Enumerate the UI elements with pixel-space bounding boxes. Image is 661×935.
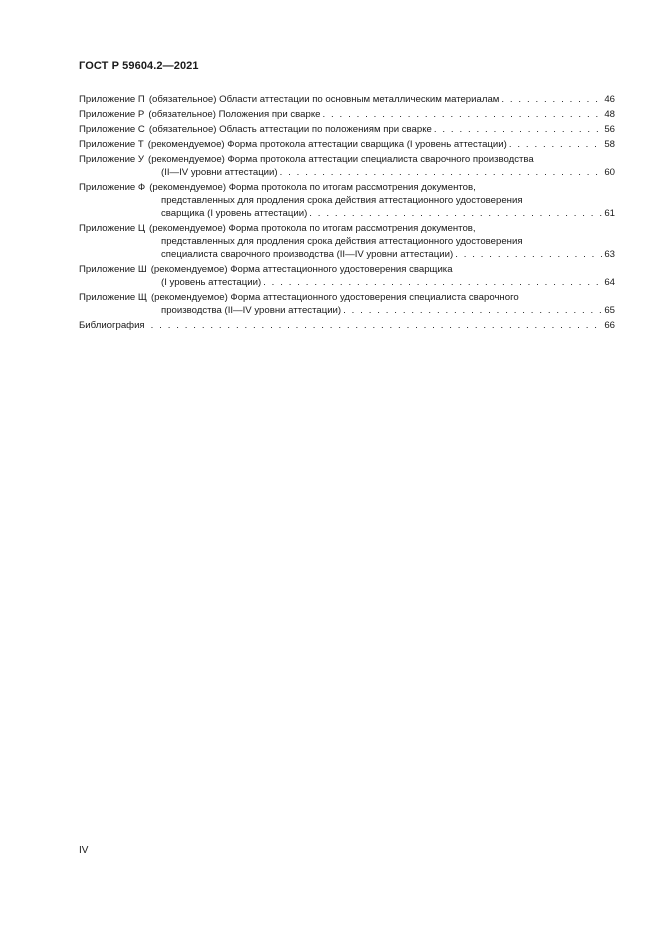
toc-entry[interactable] xyxy=(79,319,615,332)
toc-entry[interactable] xyxy=(79,222,615,261)
toc-entry-last-line xyxy=(161,276,615,289)
toc-entry-label: Приложение Ф xyxy=(79,182,146,193)
toc-entry-continuation xyxy=(79,304,615,317)
toc-entry-page: 63 xyxy=(604,249,615,260)
toc-entry[interactable] xyxy=(79,93,615,106)
toc-entry-page: 64 xyxy=(604,277,615,288)
toc-entry-title-line: специалиста сварочного производства (II—IV уровни аттестации) xyxy=(161,249,454,260)
toc-entry-title-line: представленных для продления срока действия аттестационного удостоверения xyxy=(161,195,523,206)
toc-entry-page: 48 xyxy=(604,109,615,120)
toc-entry-page: 46 xyxy=(604,94,615,105)
leader-dots xyxy=(509,138,602,151)
toc-entry-title-line: (II—IV уровни аттестации) xyxy=(161,167,278,178)
toc-entry[interactable] xyxy=(79,123,615,136)
toc-entry-title: (рекомендуемое) Форма аттестационного удостоверения специалиста сварочного xyxy=(150,292,519,303)
toc-entry-page: 61 xyxy=(604,208,615,219)
toc-entry-label: Приложение Ц xyxy=(79,223,146,234)
toc-entry-continuation xyxy=(79,276,615,289)
toc-entry[interactable] xyxy=(79,263,615,289)
toc-entry-page: 56 xyxy=(604,124,615,135)
toc-entry-title: (рекомендуемое) Форма протокола аттестации специалиста сварочного производства xyxy=(148,154,534,165)
toc-entry-page: 58 xyxy=(604,139,615,150)
toc-entry-title-line: производства (II—IV уровни аттестации) xyxy=(161,305,342,316)
toc-entry-label: Приложение Щ xyxy=(79,292,147,303)
toc-entry-continuation xyxy=(79,235,615,261)
toc-entry-label: Приложение Т xyxy=(79,139,144,150)
page-number: IV xyxy=(79,845,89,856)
leader-dots xyxy=(322,108,602,121)
toc-entry-last-line xyxy=(161,248,615,261)
toc-entry[interactable] xyxy=(79,153,615,179)
toc-entry-page: 60 xyxy=(604,167,615,178)
toc-entry-label: Приложение П xyxy=(79,94,145,105)
table-of-contents xyxy=(79,93,615,334)
toc-entry[interactable] xyxy=(79,291,615,317)
toc-entry-page: 66 xyxy=(604,320,615,331)
toc-entry-head xyxy=(79,291,615,304)
toc-entry-title: (рекомендуемое) Форма протокола по итогам рассмотрения документов, xyxy=(149,223,476,234)
toc-entry-label: Библиография xyxy=(79,320,145,331)
toc-entry-title-line: сварщика (I уровень аттестации) xyxy=(161,208,308,219)
toc-entry-title: (рекомендуемое) Форма протокола по итогам рассмотрения документов, xyxy=(149,182,476,193)
toc-entry-last-line xyxy=(161,166,615,179)
toc-entry-head xyxy=(79,153,615,166)
toc-entry-head xyxy=(79,181,615,194)
toc-entry-head xyxy=(79,222,615,235)
toc-entry-title-line: представленных для продления срока действия аттестационного удостоверения xyxy=(161,236,523,247)
leader-dots xyxy=(309,207,602,220)
toc-entry-title: (обязательное) Положения при сварке xyxy=(148,109,321,120)
document-header: ГОСТ Р 59604.2—2021 xyxy=(79,60,199,72)
toc-entry-page: 65 xyxy=(604,305,615,316)
leader-dots xyxy=(343,304,602,317)
leader-dots xyxy=(434,123,602,136)
toc-entry-title: (рекомендуемое) Форма аттестационного удостоверения сварщика xyxy=(150,264,453,275)
toc-entry-continuation xyxy=(79,194,615,220)
toc-entry-label: Приложение Ш xyxy=(79,264,147,275)
toc-entry-label: Приложение С xyxy=(79,124,145,135)
toc-entry-last-line xyxy=(161,304,615,317)
toc-entry-label: Приложение Р xyxy=(79,109,145,120)
toc-entry[interactable] xyxy=(79,181,615,220)
toc-entry-continuation xyxy=(79,166,615,179)
leader-dots xyxy=(263,276,602,289)
toc-entry-head xyxy=(79,263,615,276)
toc-entry[interactable] xyxy=(79,138,615,151)
leader-dots xyxy=(455,248,602,261)
leader-dots xyxy=(501,93,602,106)
toc-entry-title-line: (I уровень аттестации) xyxy=(161,277,262,288)
toc-entry-title: (обязательное) Области аттестации по основным металлическим материалам xyxy=(148,94,500,105)
toc-entry[interactable] xyxy=(79,108,615,121)
toc-entry-title: (обязательное) Область аттестации по положениям при сварке xyxy=(148,124,432,135)
toc-entry-last-line xyxy=(161,207,615,220)
toc-entry-label: Приложение У xyxy=(79,154,145,165)
leader-dots xyxy=(151,319,603,332)
leader-dots xyxy=(280,166,603,179)
toc-entry-title: (рекомендуемое) Форма протокола аттестации сварщика (I уровень аттестации) xyxy=(147,139,507,150)
